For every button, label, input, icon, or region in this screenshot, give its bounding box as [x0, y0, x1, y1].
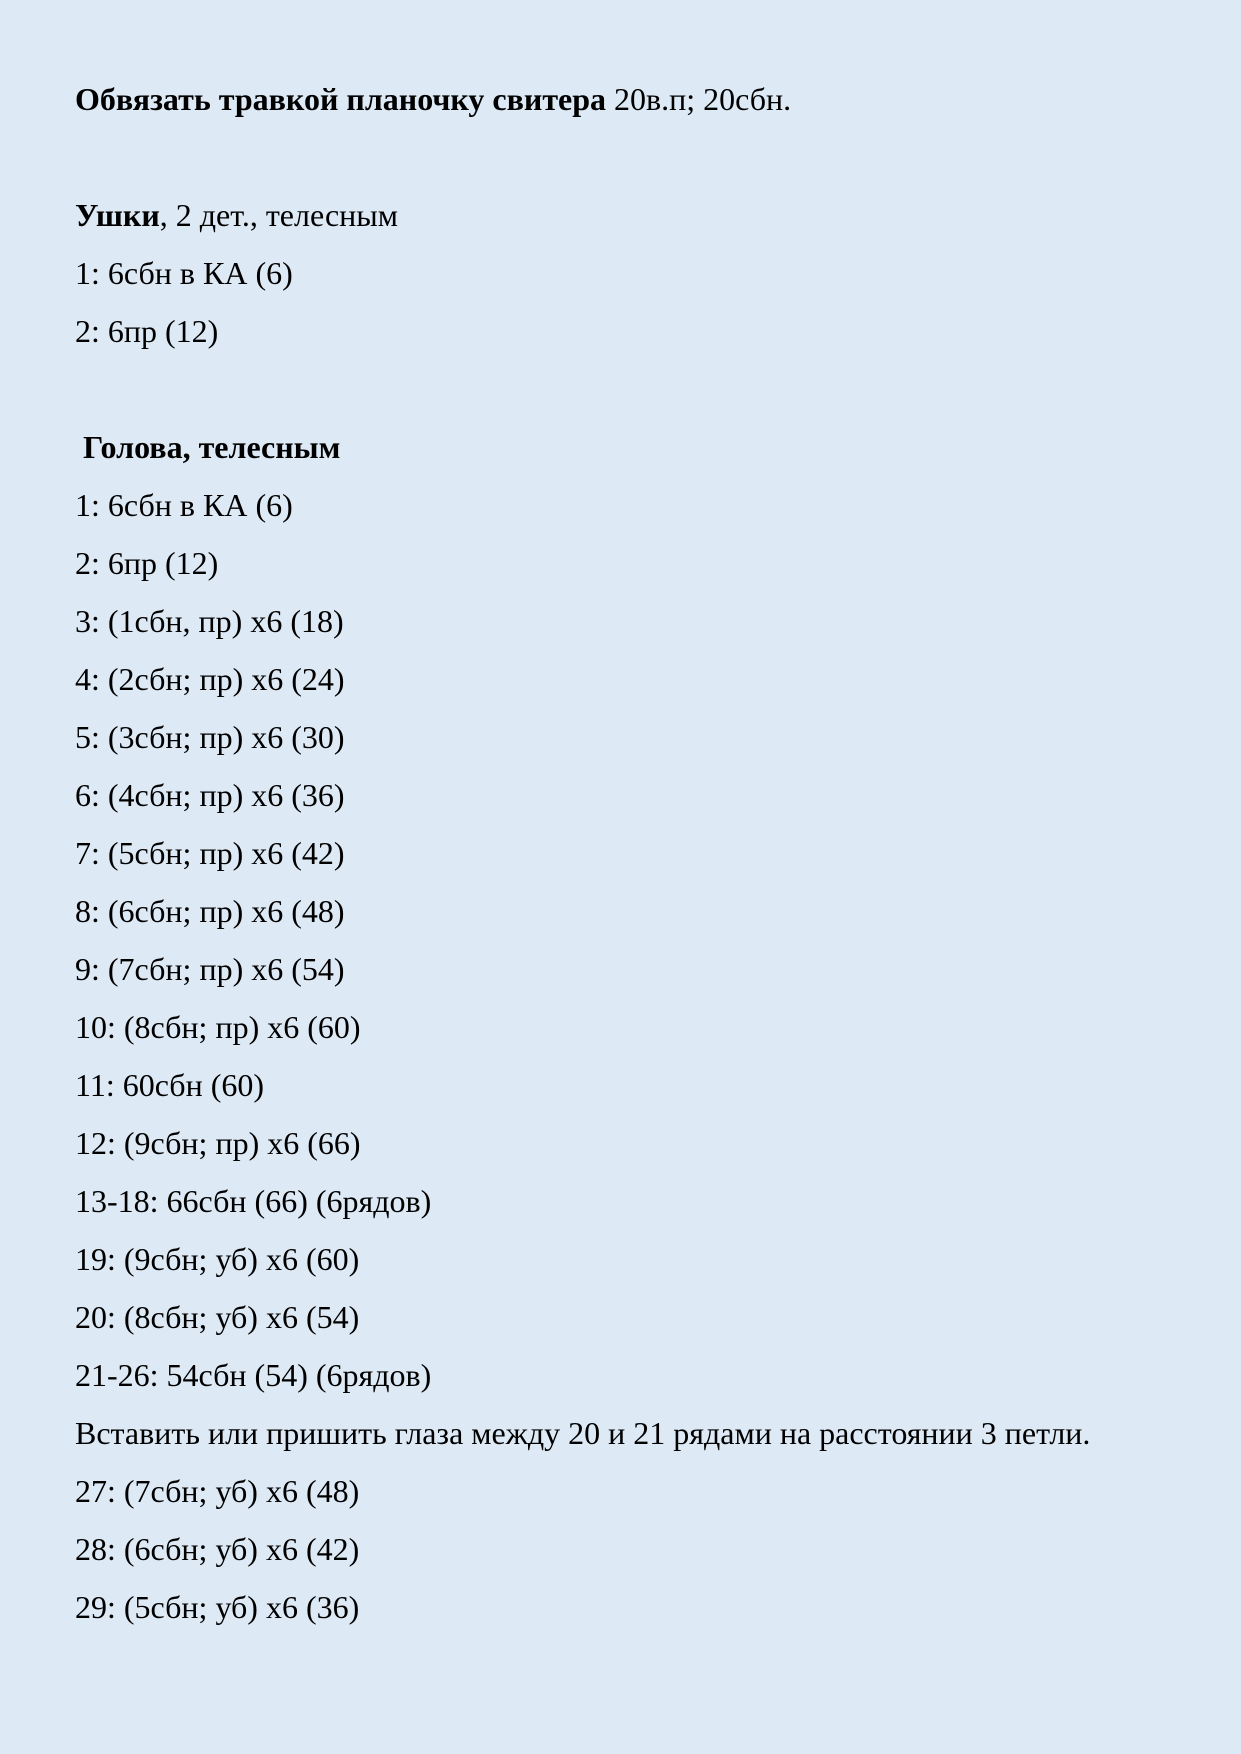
head-row: 21-26: 54сбн (54) (6рядов): [75, 1357, 432, 1393]
head-row: 9: (7сбн; пр) х6 (54): [75, 951, 345, 987]
ears-subtitle: , 2 дет., телесным: [159, 197, 399, 233]
head-row: 7: (5сбн; пр) х6 (42): [75, 835, 345, 871]
head-row: 20: (8сбн; уб) х6 (54): [75, 1299, 360, 1335]
head-row: 3: (1сбн, пр) х6 (18): [75, 603, 344, 639]
head-row: 28: (6сбн; уб) х6 (42): [75, 1531, 360, 1567]
intro-bold-text: Обвязать травкой планочку свитера: [75, 81, 607, 117]
ears-title: Ушки: [75, 197, 160, 233]
head-row: 6: (4сбн; пр) х6 (36): [75, 777, 345, 813]
head-row: 1: 6сбн в КА (6): [75, 487, 293, 523]
head-row: 29: (5сбн; уб) х6 (36): [75, 1589, 360, 1625]
head-row: 8: (6сбн; пр) х6 (48): [75, 893, 345, 929]
head-heading: Голова, телесным: [83, 429, 341, 465]
head-row: 4: (2сбн; пр) х6 (24): [75, 661, 345, 697]
head-row: 10: (8сбн; пр) х6 (60): [75, 1009, 361, 1045]
spacer: [75, 360, 1181, 418]
head-row: 27: (7сбн; уб) х6 (48): [75, 1473, 360, 1509]
head-row: 11: 60сбн (60): [75, 1067, 265, 1103]
head-row: 19: (9сбн; уб) х6 (60): [75, 1241, 360, 1277]
head-row: 12: (9сбн; пр) х6 (66): [75, 1125, 361, 1161]
intro-rest-text: 20в.п; 20сбн.: [606, 81, 792, 117]
ears-row: 2: 6пр (12): [75, 313, 219, 349]
head-row: 2: 6пр (12): [75, 545, 219, 581]
spacer: [75, 128, 1181, 186]
head-row: 5: (3сбн; пр) х6 (30): [75, 719, 345, 755]
head-note: Вставить или пришить глаза между 20 и 21 рядами на расстоянии 3 петли.: [75, 1415, 1091, 1451]
ears-heading: [75, 186, 1181, 244]
head-row: 13-18: 66сбн (66) (6рядов): [75, 1183, 432, 1219]
intro-line: [75, 70, 1181, 128]
ears-row: 1: 6сбн в КА (6): [75, 255, 293, 291]
